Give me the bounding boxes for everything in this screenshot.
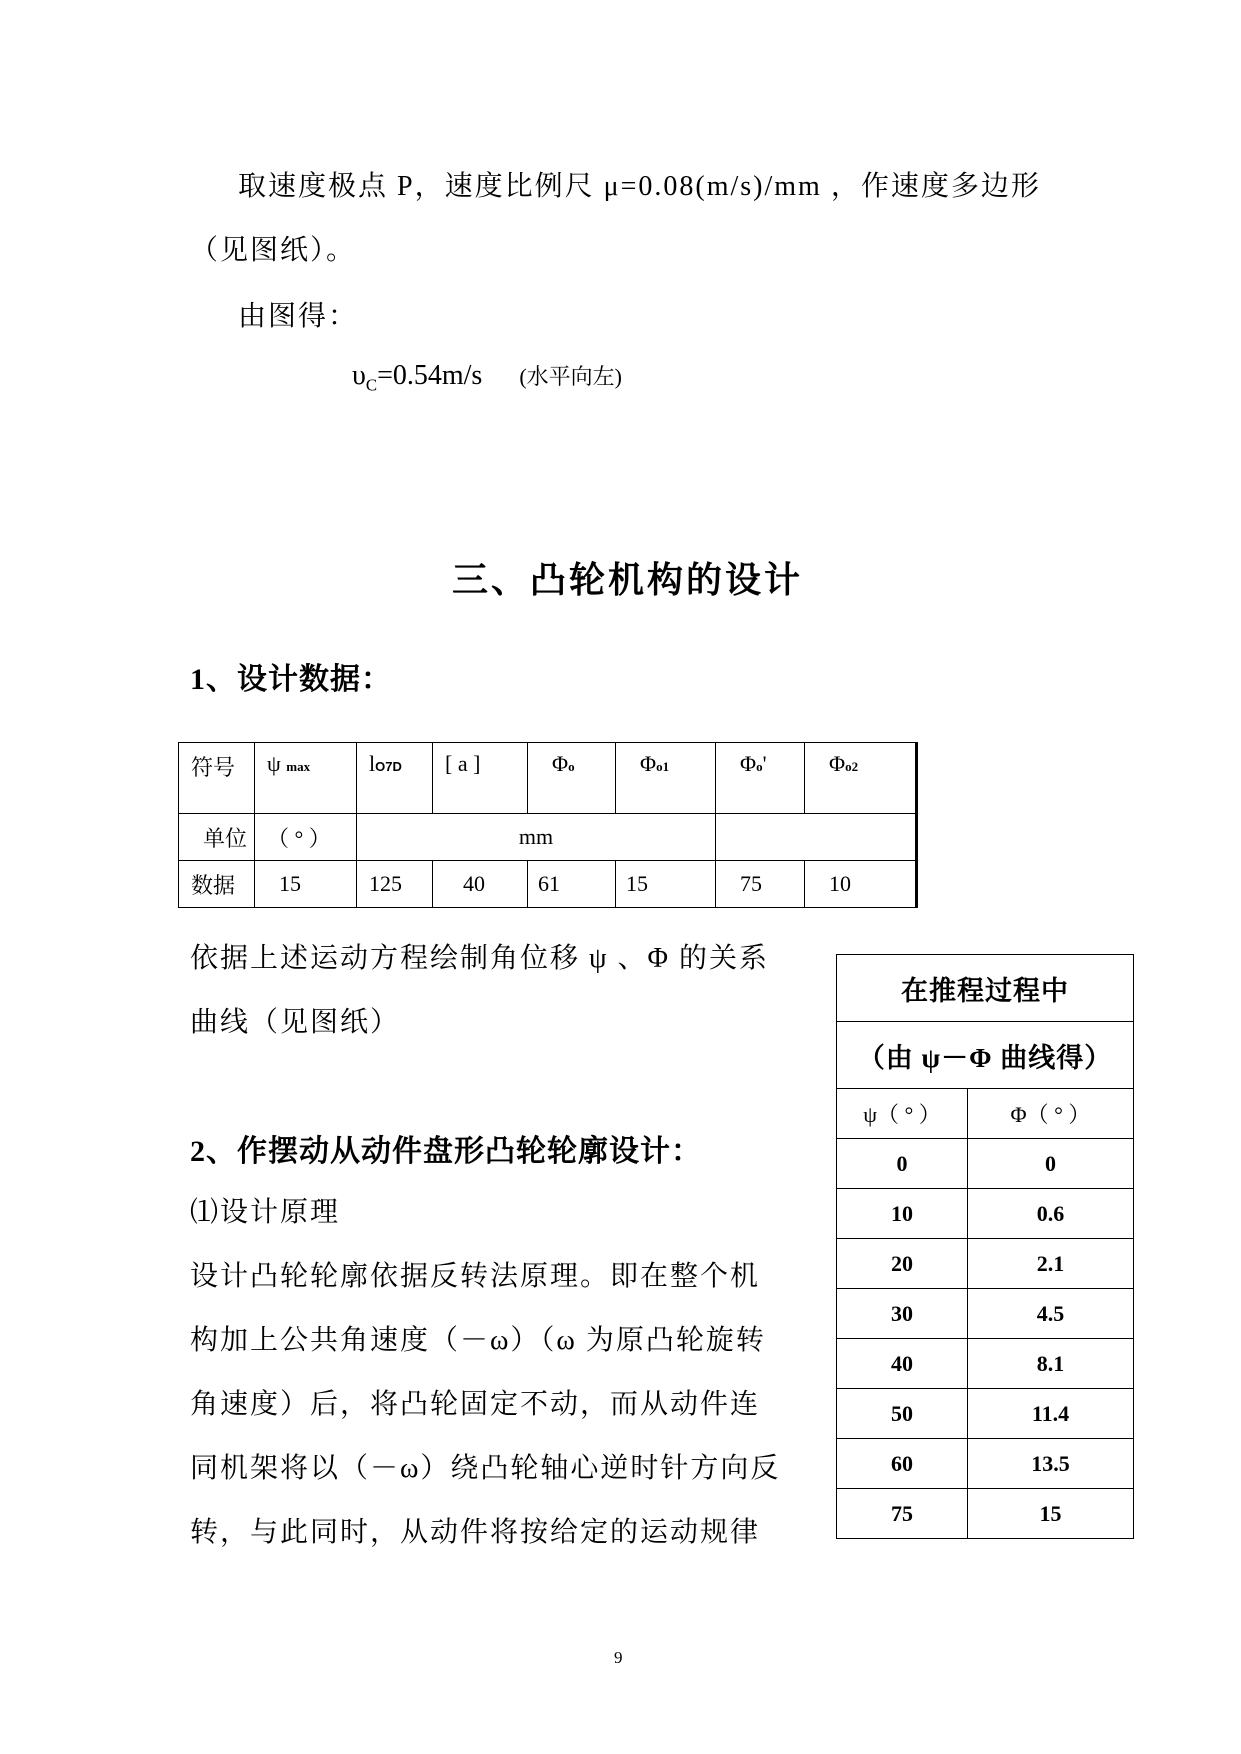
table-row bbox=[837, 955, 1134, 1022]
header-phi-op-suffix: ' bbox=[762, 751, 767, 776]
body-para1-line1: 依据上述运动方程绘制角位移 ψ 、Φ 的关系 bbox=[190, 943, 769, 974]
header-phi-o2-sub: o2 bbox=[845, 759, 859, 774]
data-cell: 10 bbox=[805, 861, 917, 908]
phi-cell: 0 bbox=[968, 1139, 1134, 1189]
data-cell: 15 bbox=[616, 861, 716, 908]
header-phi-o2-symbol: Φ bbox=[829, 751, 846, 776]
table-row bbox=[837, 1489, 1134, 1539]
psi-cell: 30 bbox=[837, 1289, 968, 1339]
data-cell: 125 bbox=[357, 861, 433, 908]
table-row bbox=[837, 1089, 1134, 1139]
header-phi-o1-symbol: Φ bbox=[640, 751, 657, 776]
header-l-o7d bbox=[357, 743, 433, 814]
header-phi-o-prime bbox=[716, 743, 805, 814]
table-row bbox=[837, 1022, 1134, 1089]
data-cell: 15 bbox=[255, 861, 357, 908]
col-header-phi: Φ（ ° ） bbox=[968, 1089, 1134, 1139]
psi-cell: 50 bbox=[837, 1389, 968, 1439]
phi-cell: 4.5 bbox=[968, 1289, 1134, 1339]
header-phi-o1-sub: o1 bbox=[656, 759, 670, 774]
table-row bbox=[837, 1389, 1134, 1439]
header-l-sub: O7D bbox=[375, 759, 402, 774]
header-l-symbol: l bbox=[369, 751, 376, 776]
design-data-table bbox=[178, 742, 918, 908]
header-phi-o2 bbox=[805, 743, 917, 814]
velocity-subscript: C bbox=[365, 375, 378, 395]
table-row bbox=[837, 1239, 1134, 1289]
data-cell: 75 bbox=[716, 861, 805, 908]
velocity-value: =0.54m/s bbox=[377, 360, 483, 391]
phi-cell: 15 bbox=[968, 1489, 1134, 1539]
header-phi-op-symbol: Φ bbox=[740, 751, 757, 776]
subsection-2-title: 2、作摆动从动件盘形凸轮轮廓设计： bbox=[190, 1135, 702, 1168]
table-row bbox=[837, 1339, 1134, 1389]
header-psi-max bbox=[255, 743, 357, 814]
body-para2-line: 转，与此同时，从动件将按给定的运动规律 bbox=[190, 1517, 761, 1548]
velocity-symbol: υ bbox=[352, 360, 366, 391]
header-phi-op-sub: o bbox=[756, 759, 763, 774]
side-table-title-2: （由 ψ－Φ 曲线得） bbox=[837, 1022, 1134, 1089]
data-label: 数据 bbox=[179, 861, 255, 908]
table-row bbox=[837, 1139, 1134, 1189]
phi-cell: 13.5 bbox=[968, 1439, 1134, 1489]
intro-line-2: （见图纸）。 bbox=[190, 235, 357, 266]
intro-line-1: 取速度极点 P，速度比例尺 μ=0.08(m/s)/mm ，作速度多边形 bbox=[238, 171, 1041, 202]
table-row bbox=[179, 861, 917, 908]
subsection-1-title: 1、设计数据： bbox=[190, 663, 392, 696]
header-phi-o-symbol: Φ bbox=[552, 751, 569, 776]
velocity-note: (水平向左) bbox=[519, 364, 622, 389]
velocity-result bbox=[352, 360, 622, 396]
header-alpha: [ a ] bbox=[433, 743, 528, 814]
data-cell: 61 bbox=[528, 861, 616, 908]
table-row bbox=[837, 1189, 1134, 1239]
body-para2-line: 构加上公共角速度（－ω）（ω 为原凸轮旋转 bbox=[190, 1325, 766, 1356]
psi-cell: 40 bbox=[837, 1339, 968, 1389]
unit-label: 单位 bbox=[179, 814, 255, 861]
body-para2-line: 设计凸轮轮廓依据反转法原理。即在整个机 bbox=[190, 1261, 761, 1292]
data-cell: 40 bbox=[433, 861, 528, 908]
unit-degree: （ ° ） bbox=[255, 814, 357, 861]
phi-cell: 0.6 bbox=[968, 1189, 1134, 1239]
unit-blank bbox=[716, 814, 917, 861]
header-phi-o1 bbox=[616, 743, 716, 814]
body-para1-line2: 曲线（见图纸） bbox=[190, 1007, 401, 1038]
section-title: 三、凸轮机构的设计 bbox=[452, 560, 804, 600]
push-stroke-table bbox=[836, 954, 1134, 1539]
side-table-title-1: 在推程过程中 bbox=[837, 955, 1134, 1022]
header-symbol: 符号 bbox=[179, 743, 255, 814]
principle-title: ⑴设计原理 bbox=[190, 1197, 341, 1228]
table-row bbox=[837, 1289, 1134, 1339]
psi-cell: 10 bbox=[837, 1189, 968, 1239]
table-row bbox=[179, 814, 917, 861]
psi-cell: 0 bbox=[837, 1139, 968, 1189]
header-phi-o bbox=[528, 743, 616, 814]
header-psi-sub: max bbox=[286, 759, 311, 774]
intro-line-3: 由图得： bbox=[238, 301, 359, 332]
phi-cell: 11.4 bbox=[968, 1389, 1134, 1439]
table-row bbox=[837, 1439, 1134, 1489]
psi-cell: 20 bbox=[837, 1239, 968, 1289]
body-para2-line: 角速度）后，将凸轮固定不动，而从动件连 bbox=[190, 1389, 761, 1420]
header-phi-o-sub: o bbox=[568, 759, 575, 774]
psi-cell: 60 bbox=[837, 1439, 968, 1489]
page-number: 9 bbox=[614, 1648, 623, 1667]
phi-cell: 2.1 bbox=[968, 1239, 1134, 1289]
psi-cell: 75 bbox=[837, 1489, 968, 1539]
col-header-psi: ψ（ ° ） bbox=[837, 1089, 968, 1139]
unit-mm: mm bbox=[357, 814, 716, 861]
body-para2-line: 同机架将以（－ω）绕凸轮轴心逆时针方向反 bbox=[190, 1453, 781, 1484]
table-row bbox=[179, 743, 917, 814]
header-psi-symbol: ψ bbox=[267, 751, 281, 776]
phi-cell: 8.1 bbox=[968, 1339, 1134, 1389]
